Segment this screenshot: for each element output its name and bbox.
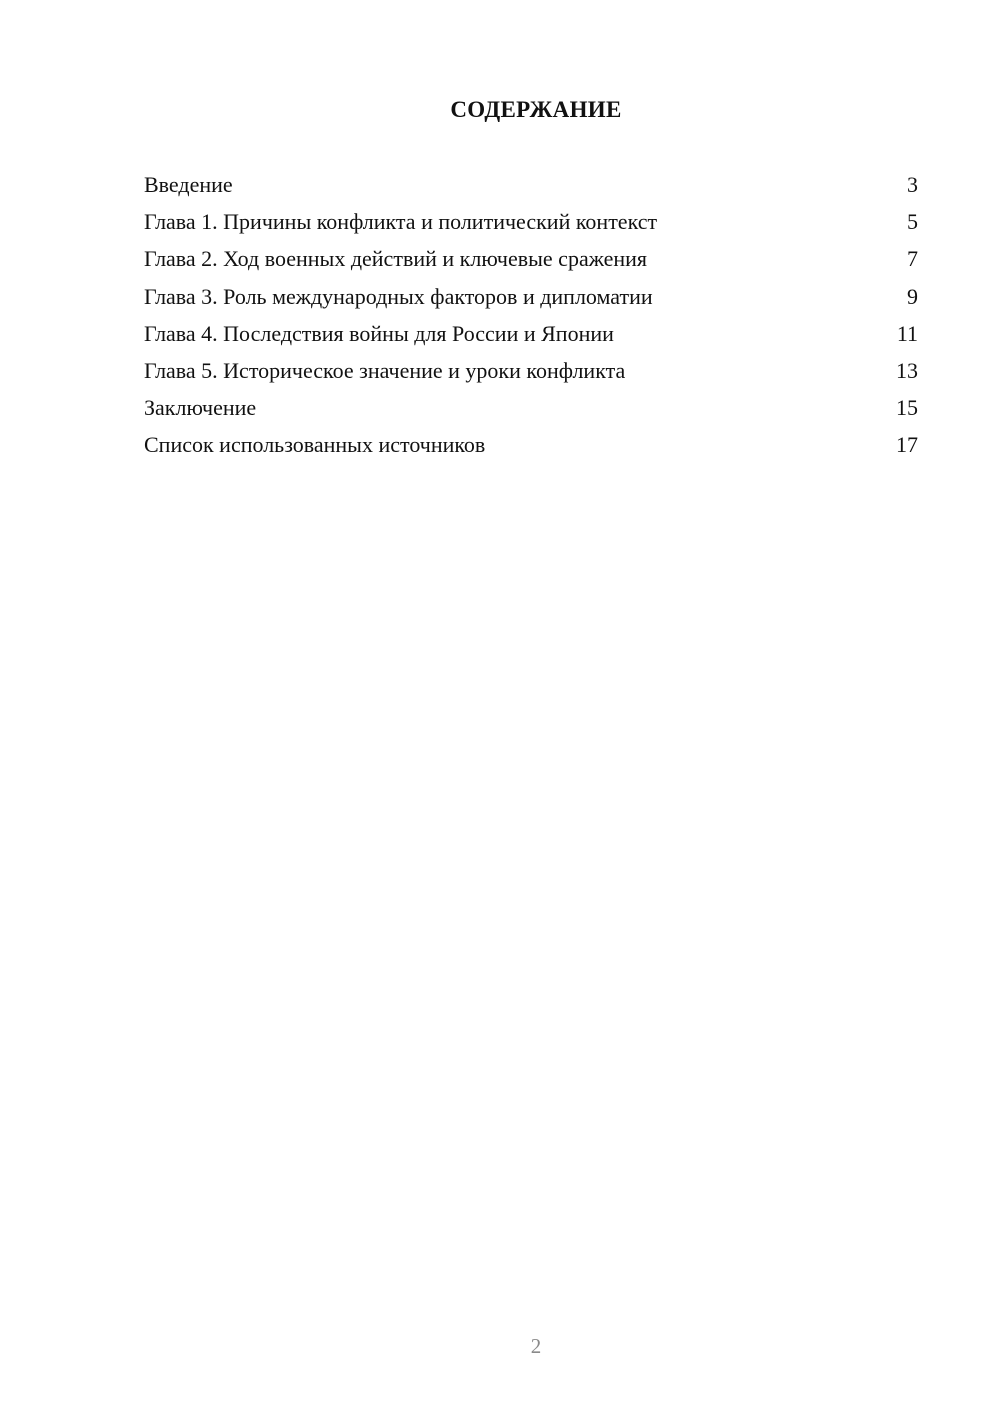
toc-entry-chapter-1 bbox=[144, 206, 918, 243]
page-number: 2 bbox=[530, 1334, 542, 1358]
toc-entry-title: Глава 3. Роль международных факторов и дипломатии bbox=[144, 283, 653, 309]
toc-entry-title: Глава 1. Причины конфликта и политический контекст bbox=[144, 209, 658, 235]
toc-entry-chapter-4 bbox=[144, 318, 918, 355]
toc-entry-page: 17 bbox=[896, 432, 918, 458]
toc-entry-conclusion bbox=[144, 392, 918, 429]
toc-entry-title: Список использованных источников bbox=[144, 432, 486, 458]
toc-entry-page: 11 bbox=[896, 320, 918, 346]
toc-entry-title: Глава 2. Ход военных действий и ключевые сражения bbox=[144, 246, 648, 272]
toc-entry-page: 5 bbox=[907, 209, 918, 235]
toc-entry-title: Введение bbox=[144, 172, 233, 197]
toc-entry-title: Заключение bbox=[144, 395, 257, 421]
toc-entry-page: 9 bbox=[907, 283, 918, 309]
toc-entry-title: Глава 4. Последствия войны для России и Японии bbox=[144, 320, 614, 346]
toc-entry-chapter-5 bbox=[144, 355, 918, 392]
toc-entry-introduction bbox=[144, 169, 918, 206]
toc-entry-page: 7 bbox=[907, 246, 918, 272]
toc-entry-page: 15 bbox=[896, 395, 918, 421]
toc-entry-chapter-3 bbox=[144, 281, 918, 318]
toc-entry-references bbox=[144, 429, 918, 466]
toc-heading: СОДЕРЖАНИЕ bbox=[450, 97, 622, 122]
toc-entry-chapter-2 bbox=[144, 243, 918, 280]
toc-entry-page: 13 bbox=[896, 357, 918, 383]
table-of-contents bbox=[144, 169, 918, 467]
toc-entry-page: 3 bbox=[907, 172, 918, 197]
toc-entry-title: Глава 5. Историческое значение и уроки конфликта bbox=[144, 357, 626, 383]
